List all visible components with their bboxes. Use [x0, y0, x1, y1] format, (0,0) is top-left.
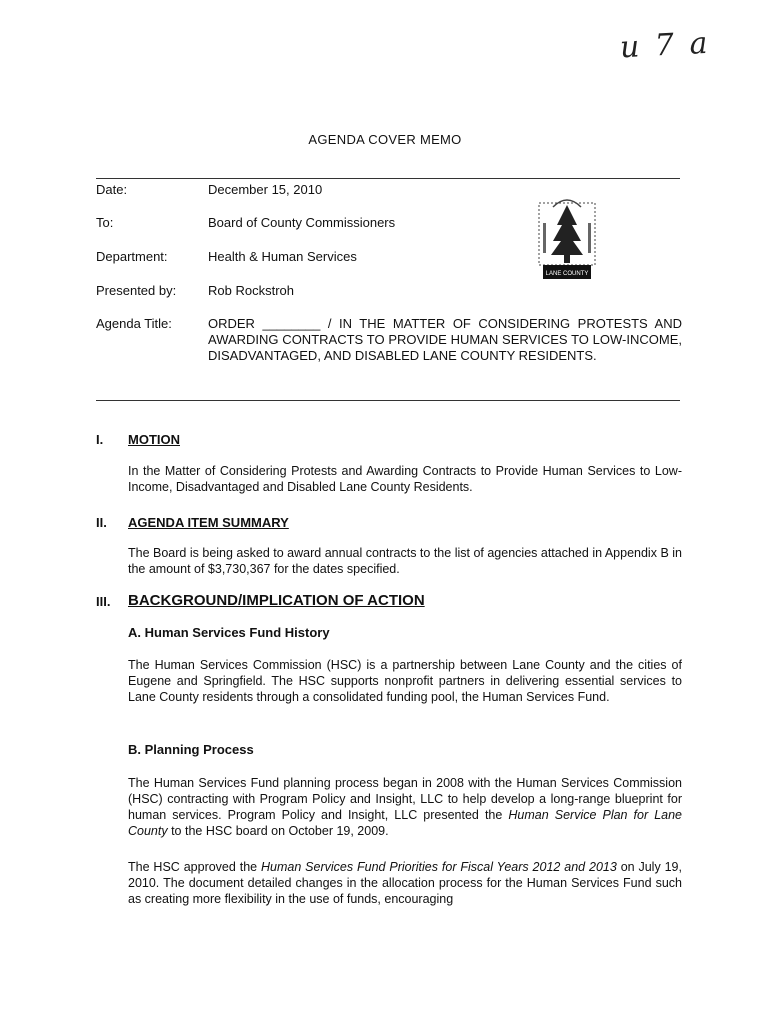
- presented-value: Rob Rockstroh: [208, 283, 294, 298]
- subsection-b-p1-text: The Human Services Fund planning process began in 2008 with the Human Services Commission (HSC) contracting with Program Policy and Insight, LLC to help develop a long-range blueprint for human services. Program Policy and Insight, LLC presented the: [128, 776, 682, 822]
- header-bottom-rule: [96, 400, 680, 401]
- to-value: Board of County Commissioners: [208, 215, 396, 230]
- header-top-rule: [96, 178, 680, 179]
- memo-title: AGENDA COVER MEMO: [308, 132, 462, 147]
- svg-text:LANE COUNTY: LANE COUNTY: [545, 271, 589, 277]
- subsection-b-paragraph-2: [128, 859, 682, 907]
- section-2-title: AGENDA ITEM SUMMARY: [128, 515, 289, 530]
- subsection-a-body: The Human Services Commission (HSC) is a partnership between Lane County and the cities of Eugene and Springfield. The HSC supports nonprofit partners in delivering essential services to Lane County residents through a consolidated funding pool, the Human Services Fund.: [128, 658, 682, 704]
- section-1-number: I.: [96, 432, 104, 447]
- subsection-b-p2-text: The HSC approved the: [128, 860, 261, 874]
- section-3-number: III.: [96, 594, 111, 609]
- subsection-b-paragraph-1: [128, 775, 682, 839]
- department-label: Department:: [96, 249, 168, 264]
- subsection-a-title: A. Human Services Fund History: [128, 625, 330, 640]
- subsection-b-title: B. Planning Process: [128, 742, 254, 757]
- section-2-body: The Board is being asked to award annual contracts to the list of agencies attached in Appendix B in the amount of $3,730,367 for the dates specified.: [128, 546, 682, 576]
- subsection-b-p1-end: to the HSC board on October 19, 2009.: [167, 824, 389, 838]
- priorities-title-italic: Human Services Fund Priorities for Fiscal Years 2012 and 2013: [261, 860, 617, 874]
- handwritten-note: u 7 a: [619, 25, 712, 66]
- plan-title-italic: Human Service Plan for Lane County: [128, 808, 683, 838]
- agenda-title-label: Agenda Title:: [96, 316, 172, 331]
- date-value: December 15, 2010: [208, 182, 323, 197]
- to-label: To:: [96, 215, 114, 230]
- section-1-title: MOTION: [128, 432, 180, 447]
- date-label: Date:: [96, 182, 128, 197]
- lane-county-seal-logo: [533, 195, 601, 281]
- department-value: Health & Human Services: [208, 249, 357, 264]
- section-2-number: II.: [96, 515, 107, 530]
- section-1-body: In the Matter of Considering Protests and Awarding Contracts to Provide Human Services to Low-Income, Disadvantaged and Disabled Lane County Residents.: [128, 464, 682, 494]
- section-3-title: BACKGROUND/IMPLICATION OF ACTION: [128, 592, 425, 609]
- presented-label: Presented by:: [96, 283, 177, 298]
- agenda-title-value: ORDER ________ / IN THE MATTER OF CONSIDERING PROTESTS AND AWARDING CONTRACTS TO PROVIDE HUMAN SERVICES TO LOW-INCOME, DISADVANTAGED, AND DISABLED LANE COUNTY RESIDENTS.: [208, 316, 682, 363]
- subsection-b-p2-end: on July 19, 2010. The document detailed changes in the allocation process for the Human Services Fund such as creating more flexibility in the use of funds, encouraging: [128, 860, 682, 906]
